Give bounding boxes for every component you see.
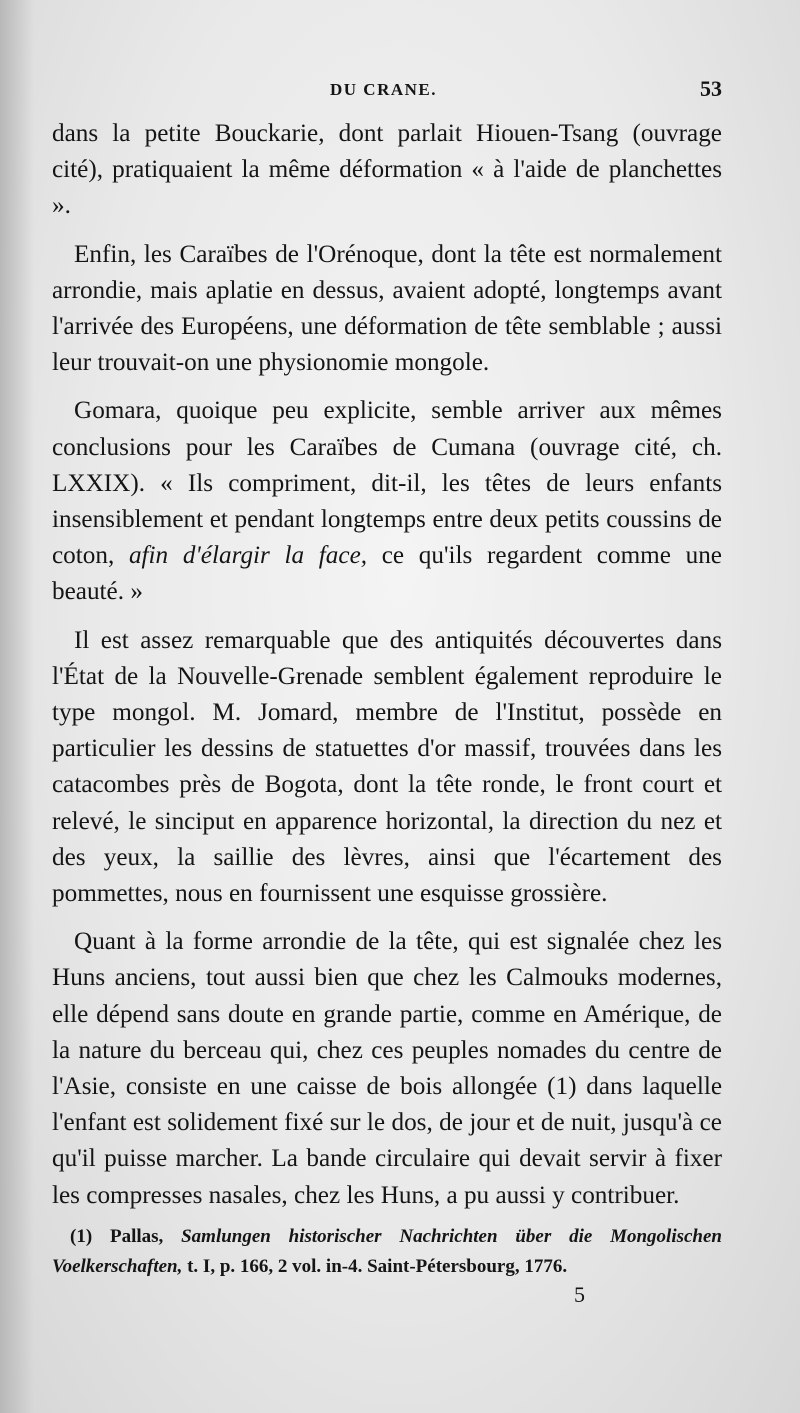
- paragraph-3-text-before: Gomara, quoique peu explicite, semble arriver aux mêmes conclusions pour les Caraïbes de Cumana (ouvrage cité, ch. LXXIX). « Ils compriment, dit-il, les têtes de leurs enfants insensiblement et pendant longtemps entre deux petits coussins de coton,: [52, 397, 722, 570]
- paragraph-4: Il est assez remarquable que des antiquités découvertes dans l'État de la Nouvelle-Grenade semblent également reproduire le type mongol. M. Jomard, membre de l'Institut, possède en particulier les dessins de statuettes d'or massif, trouvées dans les catacombes près de Bogota, dont la tête ronde, le front court et relevé, le sinciput en apparence horizontal, la direction du nez et des yeux, la saillie des lèvres, ainsi que l'écartement des pommettes, nous en fournissent une esquisse grossière.: [52, 626, 722, 908]
- paragraph-3-text-after: ce qu'ils regardent comme une beauté. »: [52, 542, 722, 606]
- running-head: DU CRANE.: [330, 80, 437, 99]
- paragraph-5: Quant à la forme arrondie de la tête, qui est signalée chez les Huns anciens, tout aussi bien que chez les Calmouks modernes, elle dépend sans doute en grande partie, comme en Amérique, de la nature du berceau qui, chez ces peuples nomades du centre de l'Asie, consiste en une caisse de bois allongée (1) dans laquelle l'enfant est solidement fixé sur le dos, de jour et de nuit, jusqu'à ce qu'il puisse marcher. La bande circulaire qui devait servir à fixer les compresses nasales, chez les Huns, a pu aussi y contribuer.: [52, 928, 722, 1209]
- paragraph-1: dans la petite Bouckarie, dont parlait Hiouen-Tsang (ouvrage cité), pratiquaient la même déformation « à l'aide de planchettes ».: [52, 120, 722, 220]
- gutter-shadow: [0, 0, 34, 1413]
- page-number: 53: [700, 76, 722, 101]
- footnote-1: [52, 1222, 722, 1282]
- paragraph-2: Enfin, les Caraïbes de l'Orénoque, dont la tête est normalement arrondie, mais aplatie en dessus, avaient adopté, longtemps avant l'arrivée des Européens, une déformation de tête semblable ; aussi leur trouvait-on une physionomie mongole.: [52, 240, 722, 377]
- paragraph-3-italic-quote: afin d'élargir la face,: [128, 542, 368, 570]
- footnote-marker: (1): [70, 1226, 93, 1247]
- footnote-publication-details: t. I, p. 166, 2 vol. in-4. Saint-Pétersbourg, 1776.: [187, 1256, 568, 1277]
- paragraph-3: [52, 393, 722, 610]
- page-header: [0, 76, 800, 112]
- body-text: [52, 116, 722, 1226]
- footnote-author: Pallas,: [109, 1226, 164, 1247]
- footnotes: [52, 1222, 722, 1282]
- footnote-title: Samlungen historischer Nachrichten über die Mongolischen Voelkerschaften,: [52, 1226, 722, 1277]
- signature-mark: 5: [574, 1282, 585, 1307]
